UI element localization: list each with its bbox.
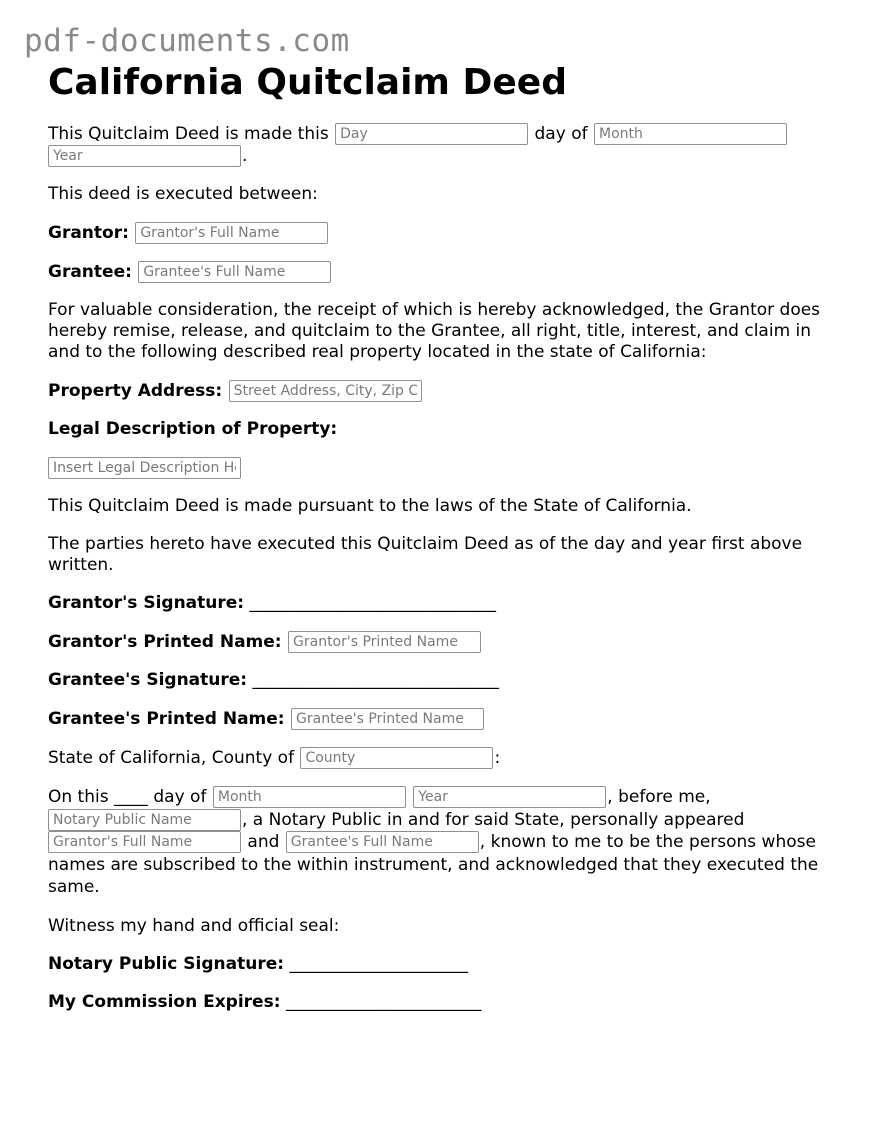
notary-on-this: On this ____ day of [48, 787, 207, 808]
year-input[interactable] [48, 145, 241, 167]
county-row [48, 747, 838, 769]
grantor-name-input[interactable] [135, 222, 328, 244]
grantee-printed-label: Grantee's Printed Name: [48, 709, 285, 730]
grantee-signature-line: _____________________________ [252, 670, 500, 691]
page-title: California Quitclaim Deed [48, 62, 567, 103]
grantee-label: Grantee: [48, 262, 132, 283]
commission-expires-line: _______________________ [285, 991, 482, 1012]
notary-paragraph [48, 786, 838, 899]
witness-statement: Witness my hand and official seal: [48, 915, 340, 936]
notary-and: and [247, 832, 280, 853]
notary-public-text: , a Notary Public in and for said State, personally appeared [242, 809, 745, 830]
grantor-printed-row [48, 631, 838, 653]
legal-description-heading [48, 419, 838, 440]
watermark: pdf-documents.com [24, 23, 350, 59]
notary-month-input[interactable] [213, 786, 406, 808]
intro-suffix: . [242, 146, 248, 167]
notary-signature-line: _____________________ [289, 953, 468, 974]
commission-expires-row [48, 992, 838, 1013]
month-input[interactable] [594, 123, 787, 145]
grantee-printed-row [48, 708, 838, 730]
grantee-row [48, 261, 838, 283]
notary-signature-row [48, 954, 838, 975]
grantor-signature-row [48, 593, 838, 614]
day-input[interactable] [335, 123, 528, 145]
intro-day-of: day of [534, 124, 588, 145]
grantee-signature-row [48, 670, 838, 691]
notary-year-input[interactable] [413, 786, 606, 808]
notary-before-me: , before me, [607, 787, 711, 808]
legal-description-label: Legal Description of Property: [48, 419, 338, 440]
legal-description-input[interactable] [48, 457, 241, 479]
pursuant-paragraph: This Quitclaim Deed is made pursuant to the laws of the State of California. [48, 496, 692, 517]
consideration-paragraph: For valuable consideration, the receipt of which is hereby acknowledged, the Grantor does hereby remise, release, and quitclaim to the Grantee, all right, title, interest, and claim in and to the following described real property located in the state of California: [48, 300, 821, 363]
property-address-label: Property Address: [48, 381, 223, 402]
grantee-signature-label: Grantee's Signature: [48, 670, 248, 691]
legal-description-row [48, 457, 838, 479]
notary-public-name-input[interactable] [48, 809, 241, 831]
intro-paragraph [48, 123, 838, 167]
property-address-input[interactable] [229, 380, 422, 402]
property-address-row [48, 380, 838, 402]
intro-prefix: This Quitclaim Deed is made this [48, 124, 329, 145]
grantee-name-input[interactable] [138, 261, 331, 283]
grantor-row [48, 222, 838, 244]
county-input[interactable] [300, 747, 493, 769]
grantor-label: Grantor: [48, 223, 129, 244]
grantor-printed-label: Grantor's Printed Name: [48, 632, 282, 653]
grantor-printed-name-input[interactable] [288, 631, 481, 653]
commission-expires-label: My Commission Expires: [48, 991, 281, 1012]
county-suffix: : [494, 748, 501, 769]
notary-grantee-name-input[interactable] [286, 831, 479, 853]
executed-statement: The parties hereto have executed this Quitclaim Deed as of the day and year first above written. [48, 534, 803, 576]
notary-signature-label: Notary Public Signature: [48, 953, 285, 974]
notary-grantor-name-input[interactable] [48, 831, 241, 853]
grantor-signature-label: Grantor's Signature: [48, 593, 245, 614]
executed-between: This deed is executed between: [48, 184, 318, 205]
county-prefix: State of California, County of [48, 748, 295, 769]
grantor-signature-line: _____________________________ [249, 593, 497, 614]
grantee-printed-name-input[interactable] [291, 708, 484, 730]
document-body [48, 62, 838, 1030]
notary-closing: , known to me to be the persons whose names are subscribed to the within instrument, and acknowledged that they executed the same. [48, 832, 819, 898]
